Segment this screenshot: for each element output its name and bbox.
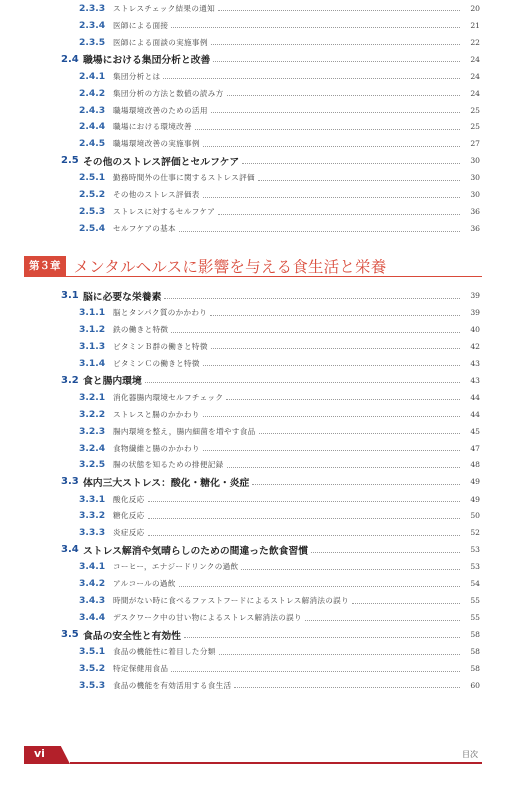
toc-dot-leader — [148, 517, 460, 519]
toc-entry-page: 21 — [470, 20, 480, 30]
toc-entry-number: 2.4.5 — [79, 138, 106, 150]
toc-entry-title: アルコールの過飲 — [113, 579, 176, 589]
toc-dot-leader — [184, 636, 460, 638]
toc-entry-title: 糖化反応 — [113, 511, 145, 521]
toc-entry-row[interactable] — [0, 423, 506, 440]
toc-entry-page: 25 — [470, 122, 480, 132]
toc-entry-row[interactable] — [0, 34, 506, 51]
toc-entry-page: 40 — [470, 325, 480, 335]
toc-entry-row[interactable] — [0, 643, 506, 660]
toc-entry-title: 食品の機能を有効活用する食生活 — [113, 680, 232, 690]
toc-entry-page: 58 — [470, 664, 480, 674]
toc-entry-row[interactable] — [0, 203, 506, 220]
toc-entry-number: 3.4.1 — [79, 561, 106, 573]
toc-entry-title: 職場環境改善のための活用 — [113, 105, 208, 115]
toc-entry-row[interactable] — [0, 170, 506, 187]
toc-entry-number: 2.4.4 — [79, 121, 106, 133]
toc-entry-row[interactable] — [0, 135, 506, 152]
toc-entry-number: 3.4 — [61, 544, 79, 556]
toc-entry-title: セルフケアの基本 — [113, 224, 176, 234]
toc-entry-title: コーヒー，エナジードリンクの過飲 — [113, 562, 239, 572]
toc-entry-title: 食と腸内環境 — [83, 376, 142, 388]
toc-dot-leader — [311, 551, 460, 553]
toc-entry-row[interactable] — [0, 440, 506, 457]
toc-entry-page: 39 — [470, 308, 480, 318]
toc-entry-row[interactable] — [0, 102, 506, 119]
toc-entry-title: その他のストレス評価とセルフケア — [83, 156, 240, 168]
toc-dot-leader — [211, 111, 460, 113]
toc-entry-title: 脳とタンパク質のかかわり — [113, 308, 208, 318]
toc-entry-number: 2.4.1 — [79, 70, 106, 82]
toc-entry-title: ストレスと腸のかかわり — [113, 409, 200, 419]
toc-entry-title: 炎症反応 — [113, 528, 145, 538]
toc-entry-page: 30 — [470, 173, 480, 183]
toc-entry-number: 3.2.5 — [79, 459, 106, 471]
toc-entry-title: 食品の機能性に着目した分類 — [113, 647, 216, 657]
toc-dot-leader — [164, 297, 460, 299]
toc-entry-page: 58 — [470, 630, 480, 640]
toc-entry-number: 3.5.3 — [79, 679, 106, 691]
toc-entry-page: 48 — [470, 460, 480, 470]
toc-dot-leader — [218, 9, 460, 11]
toc-entry-row[interactable] — [0, 677, 506, 694]
toc-section-row[interactable] — [0, 152, 506, 169]
toc-entry-page: 55 — [470, 596, 480, 606]
toc-dot-leader — [148, 534, 460, 536]
toc-entry-page: 24 — [470, 71, 480, 81]
toc-dot-leader — [234, 686, 460, 688]
toc-entry-number: 3.5.2 — [79, 663, 106, 675]
page-number: vi — [34, 747, 45, 760]
toc-dot-leader — [171, 26, 460, 28]
toc-dot-leader — [227, 466, 460, 468]
toc-dot-leader — [352, 602, 460, 604]
toc-entry-title: その他のストレス評価表 — [113, 190, 200, 200]
toc-dot-leader — [252, 483, 460, 485]
toc-dot-leader — [211, 43, 460, 45]
toc-entry-page: 50 — [470, 511, 480, 521]
toc-entry-title: デスクワーク中の甘い物によるストレス解消法の誤り — [113, 613, 302, 623]
toc-entry-number: 2.3.4 — [79, 19, 106, 31]
toc-entry-row[interactable] — [0, 491, 506, 508]
toc-entry-number: 2.4 — [61, 53, 79, 65]
toc-entry-number: 3.4.2 — [79, 578, 106, 590]
toc-entry-number: 2.5.1 — [79, 172, 106, 184]
toc-dot-leader — [148, 500, 460, 502]
toc-entry-number: 3.2.3 — [79, 425, 106, 437]
toc-entry-row[interactable] — [0, 17, 506, 34]
toc-entry-page: 42 — [470, 341, 480, 351]
toc-entry-title: 食品の安全性と有効性 — [83, 630, 181, 642]
toc-entry-title: 酸化反応 — [113, 494, 145, 504]
toc-entry-title: 職場における集団分析と改善 — [83, 55, 211, 67]
toc-entry-title: 医師による面接 — [113, 20, 169, 30]
toc-entry-number: 3.1.3 — [79, 340, 106, 352]
toc-entry-page: 49 — [470, 477, 480, 487]
toc-dot-leader — [203, 415, 460, 417]
toc-entry-row[interactable] — [0, 304, 506, 321]
toc-dot-leader — [210, 314, 460, 316]
toc-dot-leader — [213, 60, 460, 62]
toc-dot-leader — [203, 364, 460, 366]
toc-entry-page: 43 — [470, 358, 480, 368]
toc-entry-number: 3.3.2 — [79, 510, 106, 522]
toc-dot-leader — [258, 179, 460, 181]
toc-entry-title: 集団分析の方法と数値の読み方 — [113, 88, 224, 98]
toc-entry-number: 3.2.1 — [79, 391, 106, 403]
toc-list-chapter-2 — [0, 0, 506, 237]
toc-dot-leader — [179, 585, 460, 587]
toc-entry-row[interactable] — [0, 0, 506, 17]
toc-entry-title: 体内三大ストレス：酸化・糖化・炎症 — [83, 477, 250, 489]
toc-entry-title: 特定保健用食品 — [113, 664, 169, 674]
toc-entry-title: ストレスに対するセルフケア — [113, 207, 216, 217]
toc-entry-row[interactable] — [0, 186, 506, 203]
toc-entry-number: 2.5.3 — [79, 206, 106, 218]
toc-dot-leader — [163, 77, 460, 79]
toc-list-chapter-3 — [0, 287, 506, 694]
toc-dot-leader — [218, 213, 460, 215]
toc-entry-number: 3.5.1 — [79, 646, 106, 658]
chapter-title: メンタルヘルスに影響を与える食生活と栄養 — [73, 257, 387, 276]
toc-entry-number: 2.5 — [61, 155, 79, 167]
toc-dot-leader — [219, 653, 460, 655]
toc-dot-leader — [211, 347, 460, 349]
toc-entry-page: 39 — [470, 291, 480, 301]
toc-entry-number: 2.5.2 — [79, 189, 106, 201]
toc-entry-title: ビタミンＢ群の働きと特徴 — [113, 341, 208, 351]
toc-entry-row[interactable] — [0, 321, 506, 338]
toc-entry-row[interactable] — [0, 406, 506, 423]
toc-entry-number: 3.5 — [61, 629, 79, 641]
toc-entry-page: 43 — [470, 375, 480, 385]
toc-entry-number: 3.2.2 — [79, 408, 106, 420]
toc-entry-title: 消化器腸内環境セルフチェック — [113, 392, 224, 402]
toc-entry-page: 60 — [470, 680, 480, 690]
toc-entry-number: 3.2.4 — [79, 442, 106, 454]
toc-entry-page: 47 — [470, 443, 480, 453]
toc-entry-row[interactable] — [0, 389, 506, 406]
toc-entry-title: 腸内環境を整え，腸内細菌を増やす食品 — [113, 426, 256, 436]
toc-dot-leader — [227, 94, 460, 96]
toc-entry-page: 25 — [470, 105, 480, 115]
toc-dot-leader — [241, 568, 460, 570]
toc-entry-number: 2.3.5 — [79, 36, 106, 48]
toc-entry-number: 2.4.2 — [79, 87, 106, 99]
toc-entry-title: 腸の状態を知るための排便記録 — [113, 460, 224, 470]
toc-entry-number: 3.1.2 — [79, 324, 106, 336]
toc-entry-page: 22 — [470, 37, 480, 47]
toc-entry-page: 27 — [470, 139, 480, 149]
toc-section-row[interactable] — [0, 626, 506, 643]
toc-dot-leader — [305, 619, 460, 621]
toc-entry-page: 30 — [470, 156, 480, 166]
toc-entry-page: 44 — [470, 392, 480, 402]
toc-entry-number: 3.4.4 — [79, 612, 106, 624]
toc-dot-leader — [171, 331, 460, 333]
page-footer — [24, 746, 482, 764]
toc-entry-page: 53 — [470, 562, 480, 572]
toc-entry-row[interactable] — [0, 355, 506, 372]
toc-entry-title: 集団分析とは — [113, 71, 161, 81]
toc-dot-leader — [203, 196, 460, 198]
toc-entry-row[interactable] — [0, 524, 506, 541]
toc-section-row[interactable] — [0, 51, 506, 68]
toc-entry-page: 36 — [470, 224, 480, 234]
toc-dot-leader — [203, 145, 460, 147]
toc-section-row[interactable] — [0, 473, 506, 490]
toc-entry-page: 49 — [470, 494, 480, 504]
footer-tab — [24, 746, 70, 764]
toc-entry-row[interactable] — [0, 119, 506, 136]
toc-entry-row[interactable] — [0, 68, 506, 85]
toc-dot-leader — [171, 670, 460, 672]
toc-entry-row[interactable] — [0, 507, 506, 524]
toc-entry-title: ストレス解消や気晴らしのための間違った飲食習慣 — [83, 545, 309, 557]
toc-dot-leader — [203, 449, 460, 451]
toc-entry-number: 3.1.1 — [79, 307, 106, 319]
toc-entry-page: 45 — [470, 426, 480, 436]
toc-entry-page: 20 — [470, 3, 480, 13]
toc-section-row[interactable] — [0, 541, 506, 558]
toc-entry-number: 3.4.3 — [79, 595, 106, 607]
chapter-badge: 第３章 — [24, 256, 66, 276]
toc-entry-row[interactable] — [0, 660, 506, 677]
toc-entry-number: 3.3 — [61, 476, 79, 488]
toc-entry-row[interactable] — [0, 592, 506, 609]
toc-dot-leader — [242, 162, 460, 164]
toc-section-row[interactable] — [0, 372, 506, 389]
toc-dot-leader — [259, 432, 460, 434]
toc-entry-page: 52 — [470, 528, 480, 538]
toc-entry-title: ストレスチェック結果の通知 — [113, 3, 216, 13]
toc-entry-title: 勤務時間外の仕事に関するストレス評価 — [113, 173, 255, 183]
toc-entry-row[interactable] — [0, 575, 506, 592]
toc-entry-row[interactable] — [0, 338, 506, 355]
footer-label: 目次 — [462, 750, 478, 759]
footer-rule — [70, 762, 482, 764]
toc-entry-page: 24 — [470, 54, 480, 64]
toc-dot-leader — [179, 230, 460, 232]
toc-entry-number: 3.1.4 — [79, 357, 106, 369]
toc-entry-title: 脳に必要な栄養素 — [83, 291, 162, 303]
toc-dot-leader — [226, 398, 460, 400]
toc-entry-page: 30 — [470, 190, 480, 200]
toc-entry-page: 36 — [470, 207, 480, 217]
toc-entry-page: 24 — [470, 88, 480, 98]
toc-entry-page: 44 — [470, 409, 480, 419]
toc-entry-number: 2.5.4 — [79, 223, 106, 235]
toc-section-row[interactable] — [0, 287, 506, 304]
toc-entry-row[interactable] — [0, 85, 506, 102]
toc-entry-number: 3.3.3 — [79, 527, 106, 539]
toc-entry-row[interactable] — [0, 457, 506, 474]
toc-entry-title: 医師による面談の実施事例 — [113, 37, 208, 47]
toc-dot-leader — [145, 381, 460, 383]
toc-entry-title: 食物繊維と腸のかかわり — [113, 443, 200, 453]
toc-entry-row[interactable] — [0, 220, 506, 237]
toc-entry-number: 3.1 — [61, 290, 79, 302]
toc-entry-number: 3.2 — [61, 374, 79, 386]
toc-dot-leader — [195, 128, 460, 130]
chapter-heading — [24, 255, 482, 277]
toc-entry-number: 3.3.1 — [79, 493, 106, 505]
toc-entry-page: 54 — [470, 579, 480, 589]
toc-entry-title: ビタミンＣの働きと特徴 — [113, 358, 200, 368]
toc-entry-page: 58 — [470, 647, 480, 657]
toc-entry-title: 職場における環境改善 — [113, 122, 192, 132]
toc-entry-number: 2.3.3 — [79, 2, 106, 14]
toc-entry-number: 2.4.3 — [79, 104, 106, 116]
toc-entry-row[interactable] — [0, 558, 506, 575]
toc-entry-title: 鉄の働きと特徴 — [113, 325, 169, 335]
toc-entry-page: 55 — [470, 613, 480, 623]
toc-entry-title: 職場環境改善の実施事例 — [113, 139, 200, 149]
toc-entry-row[interactable] — [0, 609, 506, 626]
toc-entry-page: 53 — [470, 545, 480, 555]
toc-entry-title: 時間がない時に食べるファストフードによるストレス解消法の誤り — [113, 596, 349, 606]
